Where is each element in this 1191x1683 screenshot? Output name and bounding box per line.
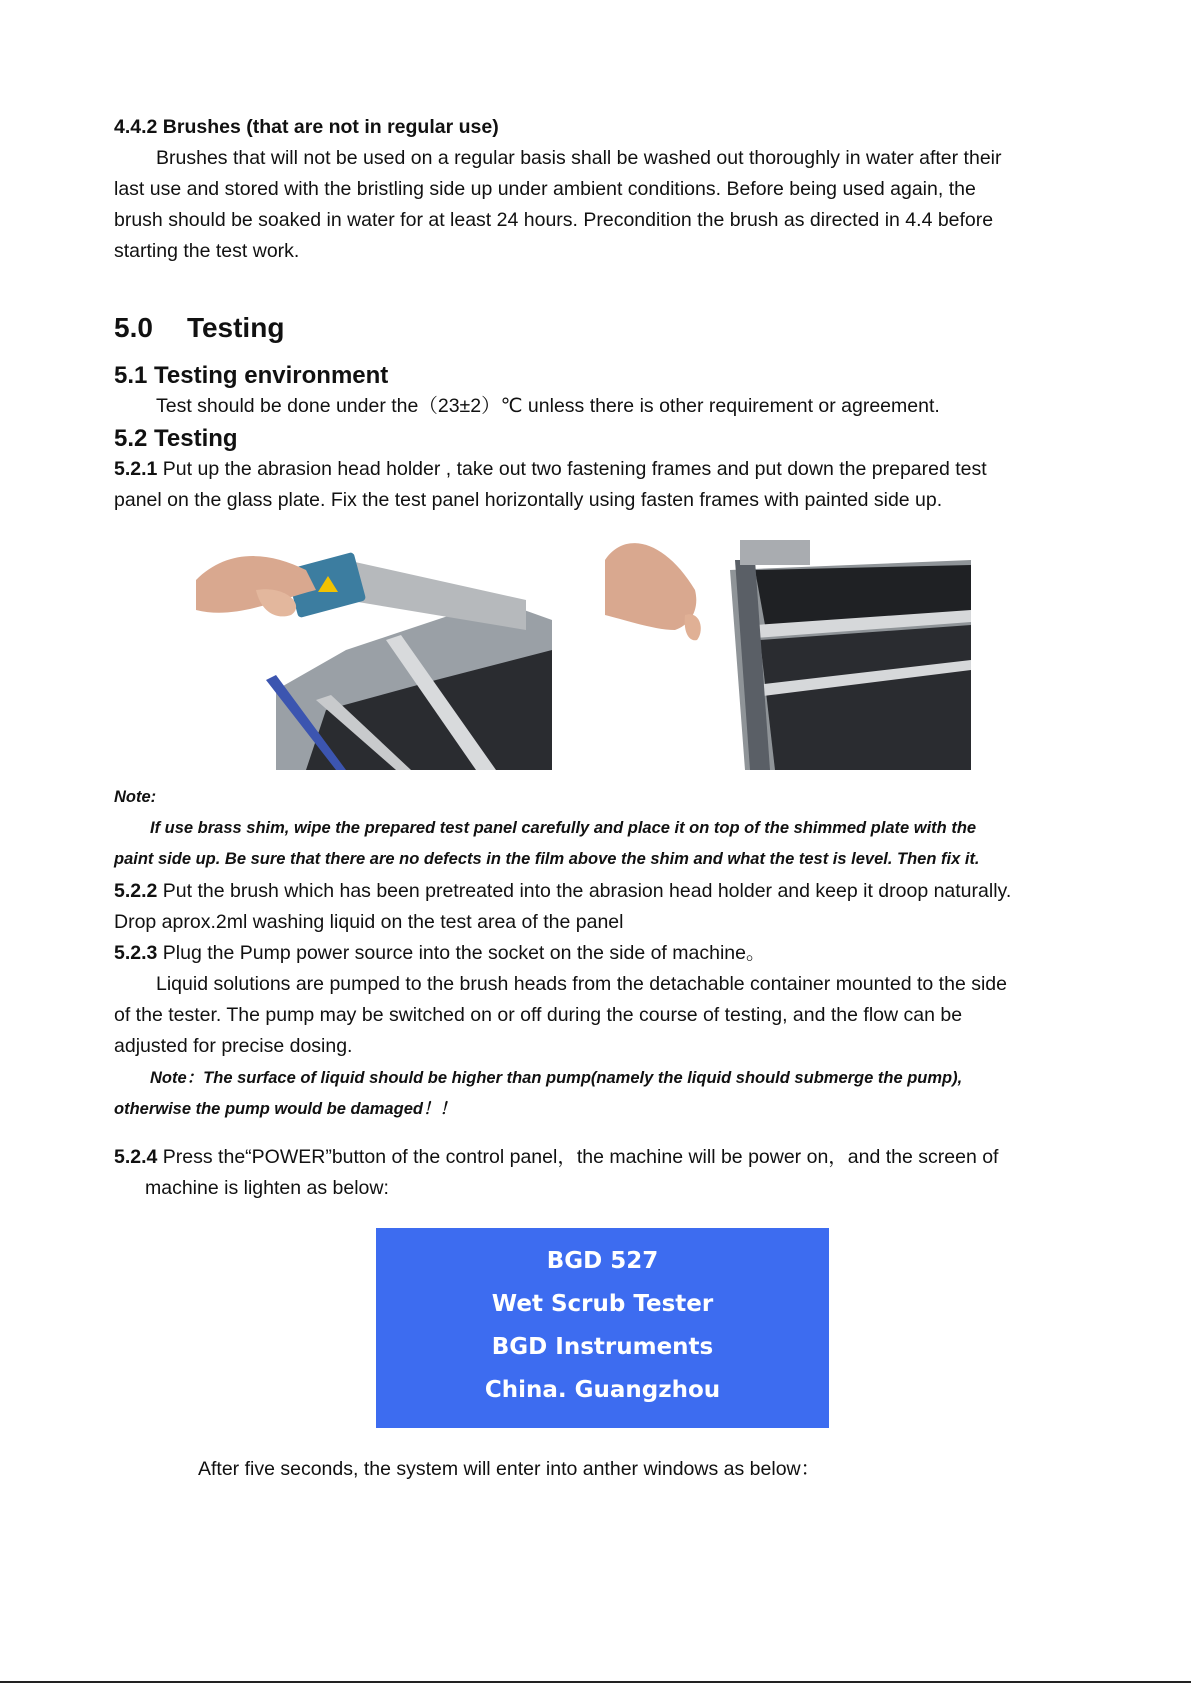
step-5-2-2 <box>114 876 1011 907</box>
step-text: Put the brush which has been pretreated into the abrasion head holder and keep it droop naturally. <box>157 880 1012 902</box>
step-5-2-1 <box>114 454 987 485</box>
paragraph-line: last use and stored with the bristling side up under ambient conditions. Before being used again, the <box>114 178 976 200</box>
section-number: 5.0 <box>114 312 153 343</box>
section-title: Testing <box>186 312 285 343</box>
paragraph-line: of the tester. The pump may be switched on or off during the course of testing, and the flow can be <box>114 1004 963 1026</box>
photo-abrasion-head-holder <box>196 530 552 770</box>
paragraph-line: starting the test work. <box>114 240 300 262</box>
step-5-2-4 <box>114 1142 998 1173</box>
section-heading-5-2: 5.2 Testing <box>114 425 238 452</box>
step-5-2-3 <box>114 938 765 969</box>
photo-fastening-frame <box>605 530 971 770</box>
paragraph-line: Liquid solutions are pumped to the brush heads from the detachable container mounted to the side <box>156 973 1007 995</box>
step-number: 5.2.1 <box>114 458 158 480</box>
step-text: Put up the abrasion head holder , take out two fastening frames and put down the prepared test <box>157 458 987 480</box>
paragraph-line: After five seconds, the system will enter into anther windows as below： <box>198 1458 821 1480</box>
paragraph-line: adjusted for precise dosing. <box>114 1035 353 1057</box>
screen-line-location: China. Guangzhou <box>484 1377 721 1403</box>
step-text: Plug the Pump power source into the socket on the side of machine。 <box>157 942 766 964</box>
paragraph-line: Brushes that will not be used on a regular basis shall be washed out thoroughly in water after their <box>156 147 1002 169</box>
note-line: otherwise the pump would be damaged！！ <box>114 1100 456 1118</box>
screen-line-company: BGD Instruments <box>491 1334 714 1360</box>
paragraph-line: panel on the glass plate. Fix the test panel horizontally using fasten frames with painted side up. <box>114 489 943 511</box>
step-number: 5.2.4 <box>114 1146 158 1168</box>
note-line: paint side up. Be sure that there are no defects in the film above the shim and what the test is level. Then fix it. <box>114 850 980 868</box>
step-text: Press the“POWER”button of the control panel，the machine will be power on，and the screen of <box>157 1146 999 1168</box>
paragraph-line: machine is lighten as below: <box>145 1177 389 1199</box>
paragraph-line: Drop aprox.2ml washing liquid on the test area of the panel <box>114 911 624 933</box>
paragraph-line: brush should be soaked in water for at least 24 hours. Precondition the brush as directed in 4.4 before <box>114 209 994 231</box>
note-line: Note：The surface of liquid should be higher than pump(namely the liquid should submerge the pump), <box>150 1069 963 1087</box>
step-number: 5.2.2 <box>114 880 158 902</box>
screen-line-product: Wet Scrub Tester <box>491 1291 714 1317</box>
section-heading-5-0 <box>114 312 284 343</box>
note-line: If use brass shim, wipe the prepared test panel carefully and place it on top of the shimmed plate with the <box>150 819 977 837</box>
paragraph-line: Test should be done under the（23±2）℃ unless there is other requirement or agreement. <box>156 395 940 417</box>
section-heading-5-1: 5.1 Testing environment <box>114 362 389 389</box>
note-label: Note: <box>114 788 157 806</box>
step-number: 5.2.3 <box>114 942 158 964</box>
screen-line-model: BGD 527 <box>546 1248 659 1274</box>
section-heading-4-4-2: 4.4.2 Brushes (that are not in regular use) <box>114 116 499 138</box>
device-screen-display <box>376 1228 829 1428</box>
